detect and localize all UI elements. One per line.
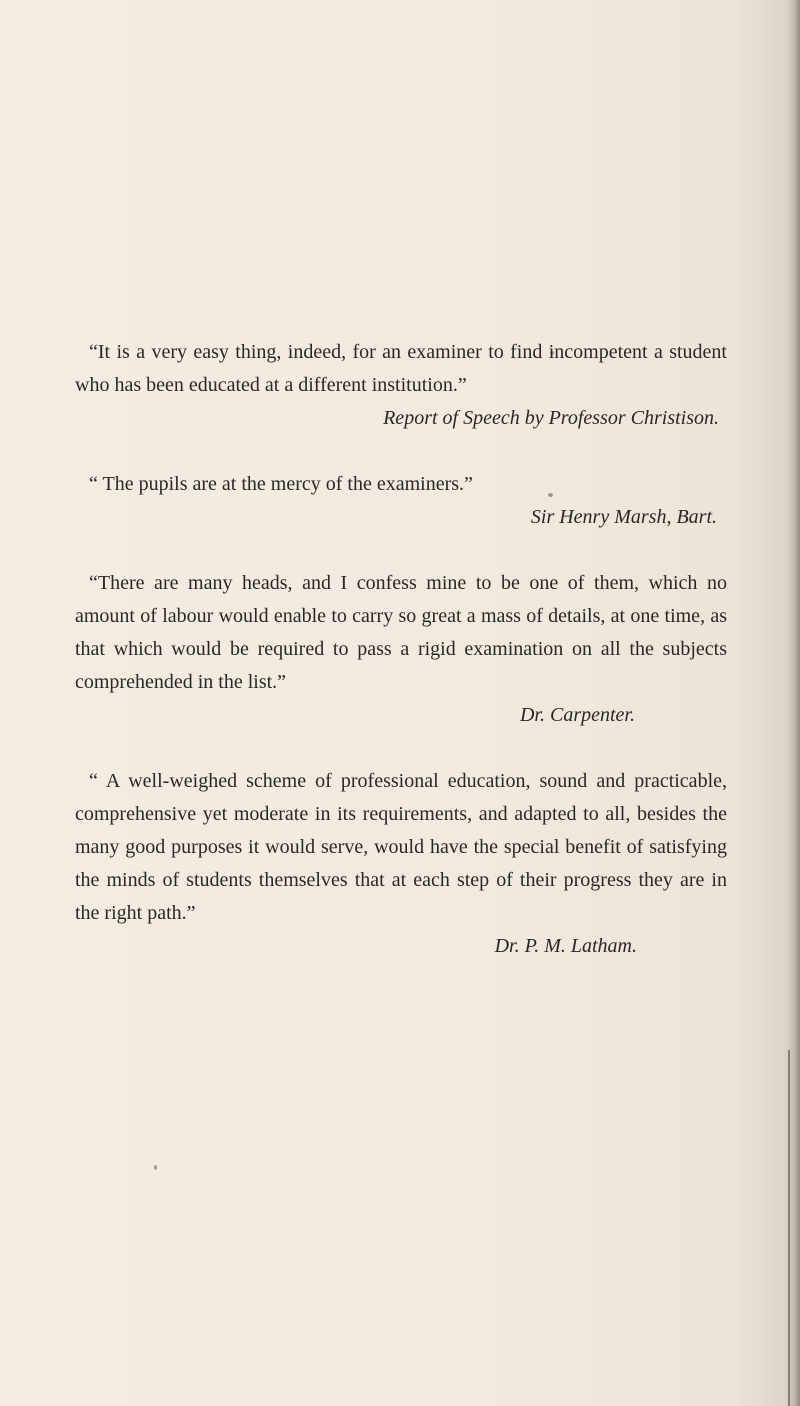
quotation-text: “ A well-weighed scheme of professional education, sound and practicable, comprehensive yet moderate in its requirements, and adapted to all, besides the many good purposes it would serve, would have the special benefit of satisfying the minds of students themselves that at each step of their progress they are in the right path.” [75, 770, 727, 924]
quotation-attribution: Sir Henry Marsh, Bart. [530, 506, 717, 528]
quotation-text: “There are many heads, and I confess mine to be one of them, which no amount of labour would enable to carry so great a mass of details, at one time, as that which would be required to pass a rigid examination on all the subjects comprehended in the list.” [75, 572, 727, 693]
quotation-text: “It is a very easy thing, indeed, for an examiner to find incompetent a student who has been educated at a different institution.” [75, 341, 727, 396]
quotation-block [75, 336, 727, 435]
quotation-text: “ The pupils are at the mercy of the examiners.” [89, 473, 473, 495]
page-edge-line [788, 1050, 790, 1406]
quotations-section [75, 336, 727, 963]
quotation-block [75, 468, 727, 534]
paper-speck [154, 1165, 157, 1170]
quotation-attribution: Dr. Carpenter. [519, 704, 635, 726]
quotation-attribution: Dr. P. M. Latham. [494, 935, 637, 957]
quotation-block [75, 765, 727, 963]
quotation-block [75, 567, 727, 732]
quotation-attribution: Report of Speech by Professor Christison. [383, 407, 719, 429]
